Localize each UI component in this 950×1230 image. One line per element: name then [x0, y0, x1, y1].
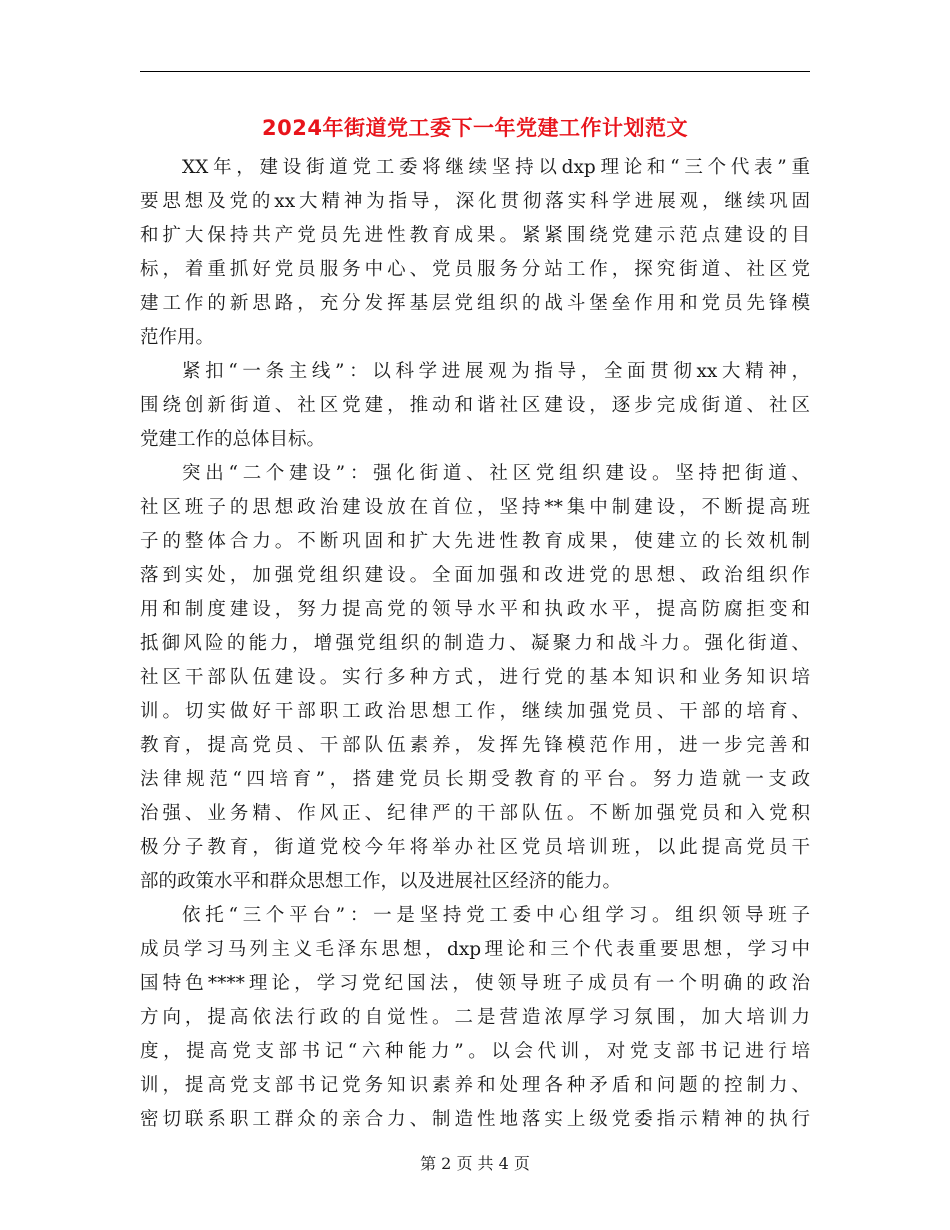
text-line: 紧扣“一条主线”：以科学进展观为指导，全面贯彻xx大精神， — [182, 361, 810, 382]
text-line: 子的整体合力。不断巩固和扩大先进性教育成果，使建立的长效机制 — [140, 531, 810, 552]
text-line: 落到实处，加强党组织建设。全面加强和改进党的思想、政治组织作 — [140, 565, 810, 586]
text-line: 范作用。 — [140, 327, 215, 348]
text-line: 依托“三个平台”：一是坚持党工委中心组学习。组织领导班子 — [182, 905, 810, 926]
text-line: 成员学习马列主义毛泽东思想，dxp理论和三个代表重要思想，学习中 — [140, 939, 810, 960]
page-number-footer: 第 2 页 共 4 页 — [420, 1154, 530, 1173]
paragraph-1 — [140, 151, 810, 355]
text-line: 国特色****理论，学习党纪国法，使领导班子成员有一个明确的政治 — [140, 973, 810, 994]
text-line: 社区班子的思想政治建设放在首位，坚持**集中制建设，不断提高班 — [140, 497, 810, 518]
text-line: 训。切实做好干部职工政治思想工作，继续加强党员、干部的培育、 — [140, 701, 810, 722]
document-title: 2024年街道党工委下一年党建工作计划范文 — [262, 116, 688, 140]
text-line: 法律规范“四培育”，搭建党员长期受教育的平台。努力造就一支政 — [140, 769, 810, 790]
text-line: 度，提高党支部书记“六种能力”。以会代训，对党支部书记进行培 — [140, 1041, 810, 1062]
text-line: 极分子教育，街道党校今年将举办社区党员培训班，以此提高党员干 — [140, 837, 810, 858]
document-body — [140, 151, 810, 1137]
text-line: 党建工作的总体目标。 — [140, 429, 326, 450]
text-line: 突出“二个建设”：强化街道、社区党组织建设。坚持把街道、 — [182, 463, 810, 484]
text-line: 标，着重抓好党员服务中心、党员服务分站工作，探究街道、社区党 — [140, 259, 810, 280]
text-line: 抵御风险的能力，增强党组织的制造力、凝聚力和战斗力。强化街道、 — [140, 633, 810, 654]
text-line: 部的政策水平和群众思想工作，以及进展社区经济的能力。 — [140, 871, 622, 892]
text-line: 要思想及党的xx大精神为指导，深化贯彻落实科学进展观，继续巩固 — [140, 191, 810, 212]
text-line: 治强、业务精、作风正、纪律严的干部队伍。不断加强党员和入党积 — [140, 803, 810, 824]
paragraph-2 — [140, 355, 810, 457]
text-line: 训，提高党支部书记党务知识素养和处理各种矛盾和问题的控制力、 — [140, 1075, 810, 1096]
header-rule — [140, 71, 810, 72]
text-line: 建工作的新思路，充分发挥基层党组织的战斗堡垒作用和党员先锋模 — [140, 293, 810, 314]
text-line: 围绕创新街道、社区党建，推动和谐社区建设，逐步完成街道、社区 — [140, 395, 810, 416]
text-line: 社区干部队伍建设。实行多种方式，进行党的基本知识和业务知识培 — [140, 667, 810, 688]
paragraph-3 — [140, 457, 810, 899]
text-line: 密切联系职工群众的亲合力、制造性地落实上级党委指示精神的执行 — [140, 1109, 810, 1130]
text-line: XX年，建设街道党工委将继续坚持以dxp理论和“三个代表”重 — [182, 157, 810, 178]
text-line: 教育，提高党员、干部队伍素养，发挥先锋模范作用，进一步完善和 — [140, 735, 810, 756]
text-line: 用和制度建设，努力提高党的领导水平和执政水平，提高防腐拒变和 — [140, 599, 810, 620]
text-line: 方向，提高依法行政的自觉性。二是营造浓厚学习氛围，加大培训力 — [140, 1007, 810, 1028]
paragraph-4 — [140, 899, 810, 1137]
text-line: 和扩大保持共产党员先进性教育成果。紧紧围绕党建示范点建设的目 — [140, 225, 810, 246]
